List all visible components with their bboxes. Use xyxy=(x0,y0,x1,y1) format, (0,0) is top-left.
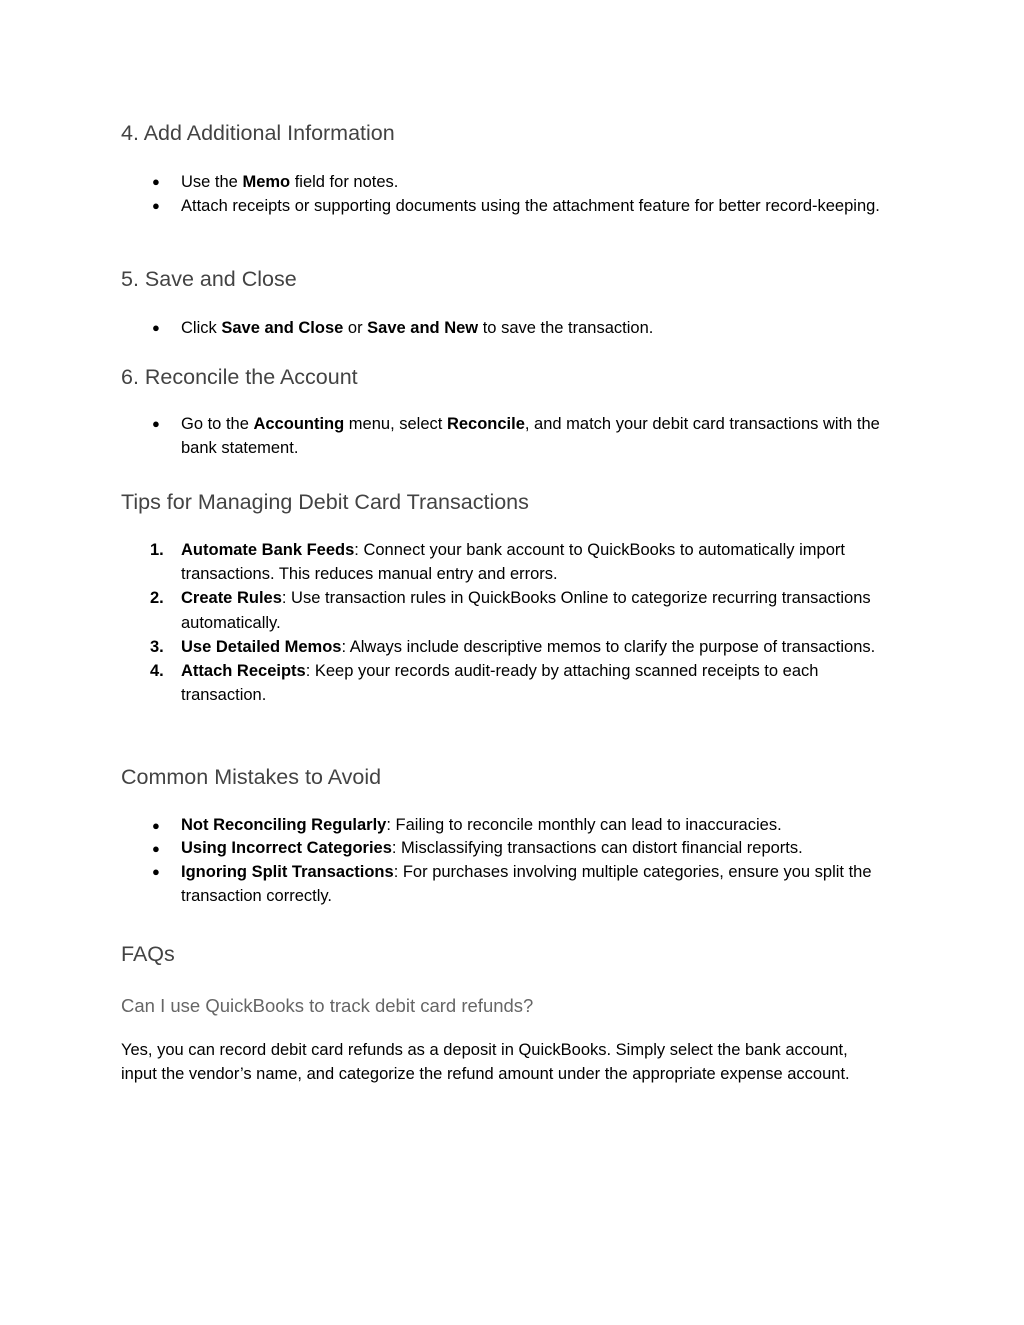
section-heading-tips: Tips for Managing Debit Card Transactions xyxy=(121,490,529,514)
accounting-term: Accounting xyxy=(253,415,345,433)
bullet-icon: ● xyxy=(152,320,160,335)
list-item: ● Use the Memo field for notes. xyxy=(121,170,901,194)
memo-term: Memo xyxy=(242,173,291,191)
list-item: ● Ignoring Split Transactions: For purchases involving multiple categories, ensure you split the transaction correctly. xyxy=(121,860,901,908)
reconcile-term: Reconcile xyxy=(446,415,525,433)
save-and-new-term: Save and New xyxy=(367,319,479,337)
list-number: 4. xyxy=(150,662,164,681)
bullet-icon: ● xyxy=(152,198,160,214)
list-item: ● Not Reconciling Regularly: Failing to reconcile monthly can lead to inaccuracies. xyxy=(121,814,901,837)
list-item: ● Click Save and Close or Save and New to save the transaction. xyxy=(121,316,901,340)
faq-answer: Yes, you can record debit card refunds as a deposit in QuickBooks. Simply select the bank account, input the vendor’s name, and categorize the refund amount under the appropriate expense account. xyxy=(121,1041,850,1084)
list-number: 1. xyxy=(150,541,164,559)
save-close-list xyxy=(121,316,901,340)
mistakes-list xyxy=(121,814,901,908)
reconcile-list xyxy=(121,412,901,460)
list-item: 2. Create Rules: Use transaction rules in QuickBooks Online to categorize recurring transactions automatically. xyxy=(121,586,901,634)
bullet-icon: ● xyxy=(152,864,160,879)
add-info-list xyxy=(121,170,901,218)
list-number: 3. xyxy=(150,637,164,656)
bullet-icon: ● xyxy=(152,174,160,189)
list-item: 4. Attach Receipts: Keep your records audit-ready by attaching scanned receipts to each transaction. xyxy=(121,659,901,707)
bullet-icon: ● xyxy=(152,818,160,833)
section-heading-faqs: FAQs xyxy=(121,942,175,966)
bullet-icon: ● xyxy=(152,841,160,856)
section-heading-add-info: 4. Add Additional Information xyxy=(121,121,395,145)
list-item: 1. Automate Bank Feeds: Connect your bank account to QuickBooks to automatically import transactions. This reduces manual entry and errors. xyxy=(121,538,901,586)
bullet-icon: ● xyxy=(152,416,160,431)
section-heading-reconcile: 6. Reconcile the Account xyxy=(121,365,358,389)
list-item: ● Using Incorrect Categories: Misclassifying transactions can distort financial reports. xyxy=(121,837,901,860)
faq-question: Can I use QuickBooks to track debit card refunds? xyxy=(121,995,534,1016)
list-item: 3. Use Detailed Memos: Always include descriptive memos to clarify the purpose of transactions. xyxy=(121,635,901,659)
list-item: ● Attach receipts or supporting documents using the attachment feature for better record-keeping. xyxy=(121,194,901,218)
list-number: 2. xyxy=(150,589,164,608)
save-and-close-term: Save and Close xyxy=(221,319,344,337)
section-heading-save-close: 5. Save and Close xyxy=(121,267,297,291)
list-item: ● Go to the Accounting menu, select Reconcile, and match your debit card transactions with the bank statement. xyxy=(121,412,901,460)
section-heading-mistakes: Common Mistakes to Avoid xyxy=(121,765,382,789)
tips-list xyxy=(121,538,901,707)
